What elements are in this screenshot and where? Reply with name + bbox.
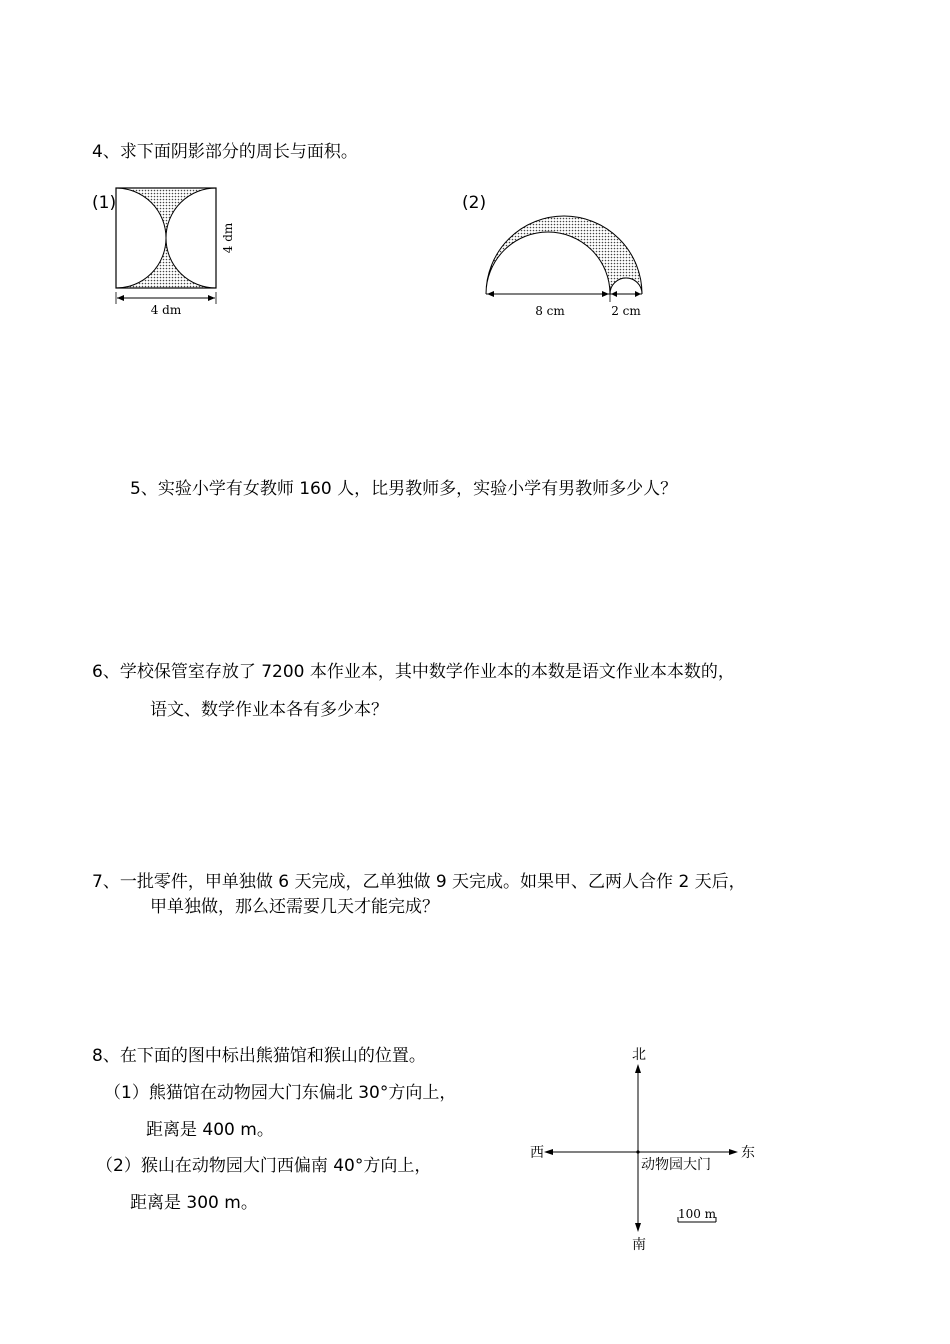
west-label: 西	[530, 1145, 544, 1161]
fig1-side-dim: 4 dm	[221, 222, 235, 254]
east-arrow	[729, 1149, 738, 1155]
east-label: 东	[741, 1145, 755, 1161]
q6-line1: 6、学校保管室存放了 7200 本作业本，其中数学作业本的本数是语文作业本本数的，	[92, 662, 735, 682]
compass-map	[520, 1040, 770, 1255]
fig1-shaded-bottom	[116, 238, 216, 288]
q8-item2-line1: （2）猴山在动物园大门西偏南 40°方向上，	[96, 1156, 432, 1176]
scale-label: 100 m	[677, 1207, 717, 1221]
q8-title: 8、在下面的图中标出熊猫馆和猴山的位置。	[92, 1046, 426, 1066]
origin-label: 动物园大门	[641, 1157, 711, 1173]
fig1-square-diagram	[108, 180, 248, 320]
q8-item1-line2: 距离是 400 m。	[146, 1120, 274, 1140]
origin-point	[636, 1150, 639, 1153]
q7-line2: 甲单独做，那么还需要几天才能完成？	[150, 897, 439, 917]
fig2-dim-large: 8 cm	[535, 304, 565, 318]
north-label: 北	[632, 1047, 646, 1063]
fig2-label: (2)	[462, 193, 487, 213]
q8-item1-line1: （1）熊猫馆在动物园大门东偏北 30°方向上，	[104, 1083, 457, 1103]
fig1-shaded-top	[116, 188, 216, 238]
q7-line1: 7、一批零件，甲单独做 6 天完成，乙单独做 9 天完成。如果甲、乙两人合作 2 天后，	[92, 872, 746, 892]
fig1-bottom-dim: 4 dm	[150, 303, 182, 317]
q6-line2: 语文、数学作业本各有多少本？	[150, 700, 388, 720]
q5-text: 5、实验小学有女教师 160 人，比男教师多，实验小学有男教师多少人？	[130, 479, 678, 499]
south-arrow	[635, 1223, 641, 1232]
north-arrow	[635, 1064, 641, 1073]
q4-title: 4、求下面阴影部分的周长与面积。	[92, 142, 358, 162]
west-arrow	[544, 1149, 553, 1155]
fig1-label: (1)	[92, 193, 117, 213]
fig2-semicircle-diagram	[478, 196, 658, 326]
south-label: 南	[632, 1237, 646, 1253]
q8-item2-line2: 距离是 300 m。	[130, 1193, 258, 1213]
fig2-dim-small: 2 cm	[611, 304, 641, 318]
